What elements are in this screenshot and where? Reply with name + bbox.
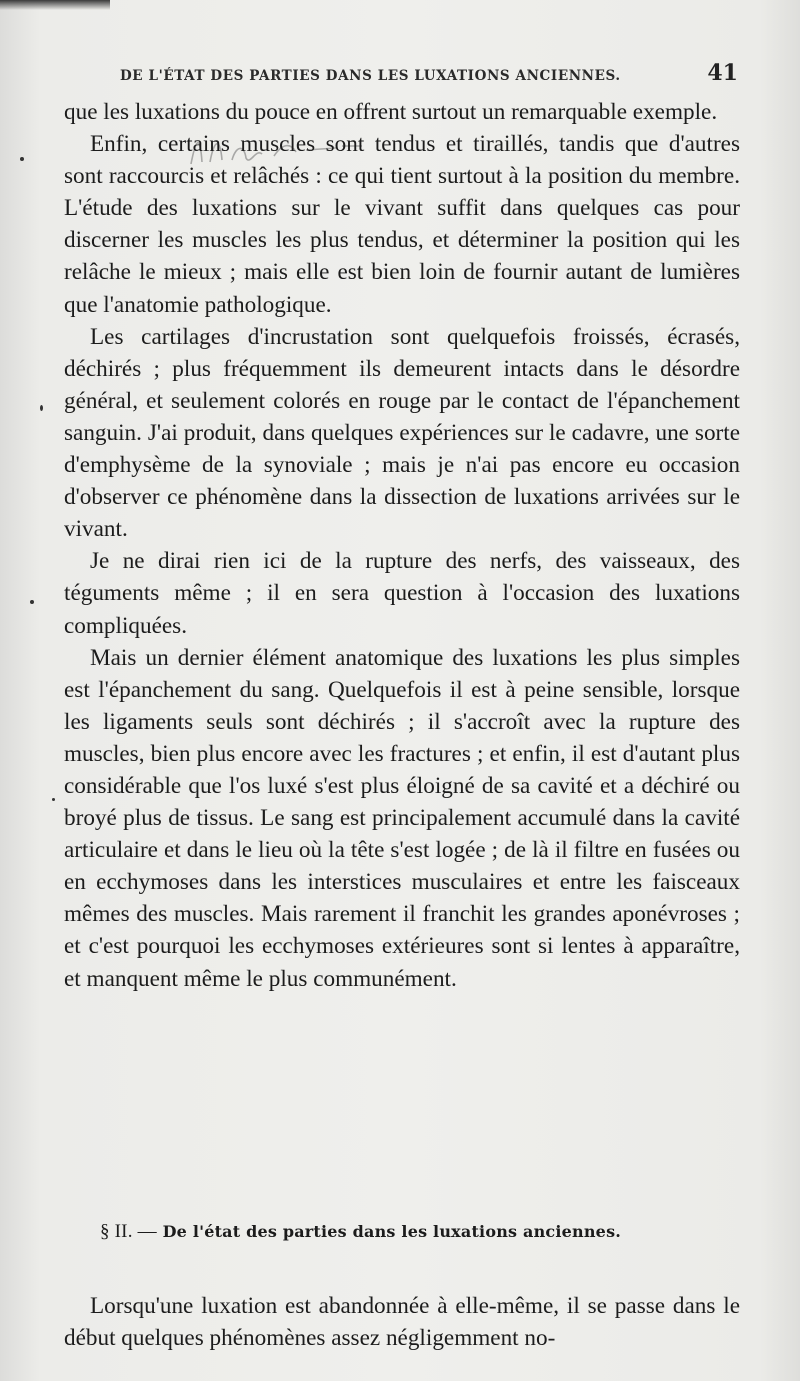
ink-speck <box>40 405 43 411</box>
ink-speck <box>52 798 55 801</box>
paragraph-4: Je ne dirai rien ici de la rupture des nerfs, des vaisseaux, des téguments même ; il en sera question à l'occasion des luxations compliquées. <box>64 548 740 639</box>
running-head <box>120 60 738 90</box>
ink-speck <box>20 157 24 161</box>
section-heading <box>100 1221 740 1243</box>
page-edge-shadow <box>0 0 110 10</box>
paragraph-6: Lorsqu'une luxation est abandonnée à elle-même, il se passe dans le début quelques phénomènes assez négligemment no- <box>64 1293 740 1352</box>
running-head-title: DE L'ÉTAT DES PARTIES DANS LES LUXATIONS ANCIENNES. <box>120 68 621 84</box>
paragraph-1: que les luxations du pouce en offrent surtout un remarquable exemple. <box>64 99 718 125</box>
paragraph-3: Les cartilages d'incrustation sont quelquefois froissés, écrasés, déchirés ; plus fréquemment ils demeurent intacts dans le désordre général, et seulement colorés en rouge par le contact de l'épanchement sanguin. J'ai produit, dans quelques expériences sur le cadavre, une sorte d'emphysème de la synoviale ; mais je n'ai pas encore eu occasion d'observer ce phénomène dans la dissection de luxations arrivées sur le vivant. <box>64 323 740 543</box>
paragraph-5: Mais un dernier élément anatomique des luxations les plus simples est l'épanchement du sang. Quelquefois il est à peine sensible, lorsque les ligaments seuls sont déchirés ; il s'accroît avec la rupture des muscles, bien plus encore avec les fractures ; et enfin, il est d'autant plus considérable que l'os luxé s'est plus éloigné de sa cavité et a déchiré ou broyé plus de tissus. Le sang est principalement accumulé dans la cavité articulaire et dans le lieu où la tête s'est logée ; de là il filtre en fusées ou en ecchymoses dans les interstices musculaires et entre les faisceaux mêmes des muscles. Mais rarement il franchit les grandes aponévroses ; et c'est pourquoi les ecchymoses extérieures sont si lentes à apparaître, et manquent même le plus communément. <box>64 644 740 992</box>
section-title: De l'état des parties dans les luxations anciennes. <box>162 1222 622 1241</box>
section-number: § II. — <box>100 1221 157 1242</box>
ink-speck <box>30 600 34 604</box>
page-number: 41 <box>707 60 738 86</box>
paragraph-2: Enfin, certains muscles sont tendus et tiraillés, tandis que d'autres sont raccourcis et relâchés : ce qui tient surtout à la position du membre. L'étude des luxations sur le vivant suffit dans quelques cas pour discerner les muscles les plus tendus, et déterminer la position qui les relâche le mieux ; mais elle est bien loin de fournir autant de lumières que l'anatomie pathologique. <box>64 131 740 318</box>
body-text <box>64 96 740 995</box>
final-body-text <box>64 1290 740 1354</box>
